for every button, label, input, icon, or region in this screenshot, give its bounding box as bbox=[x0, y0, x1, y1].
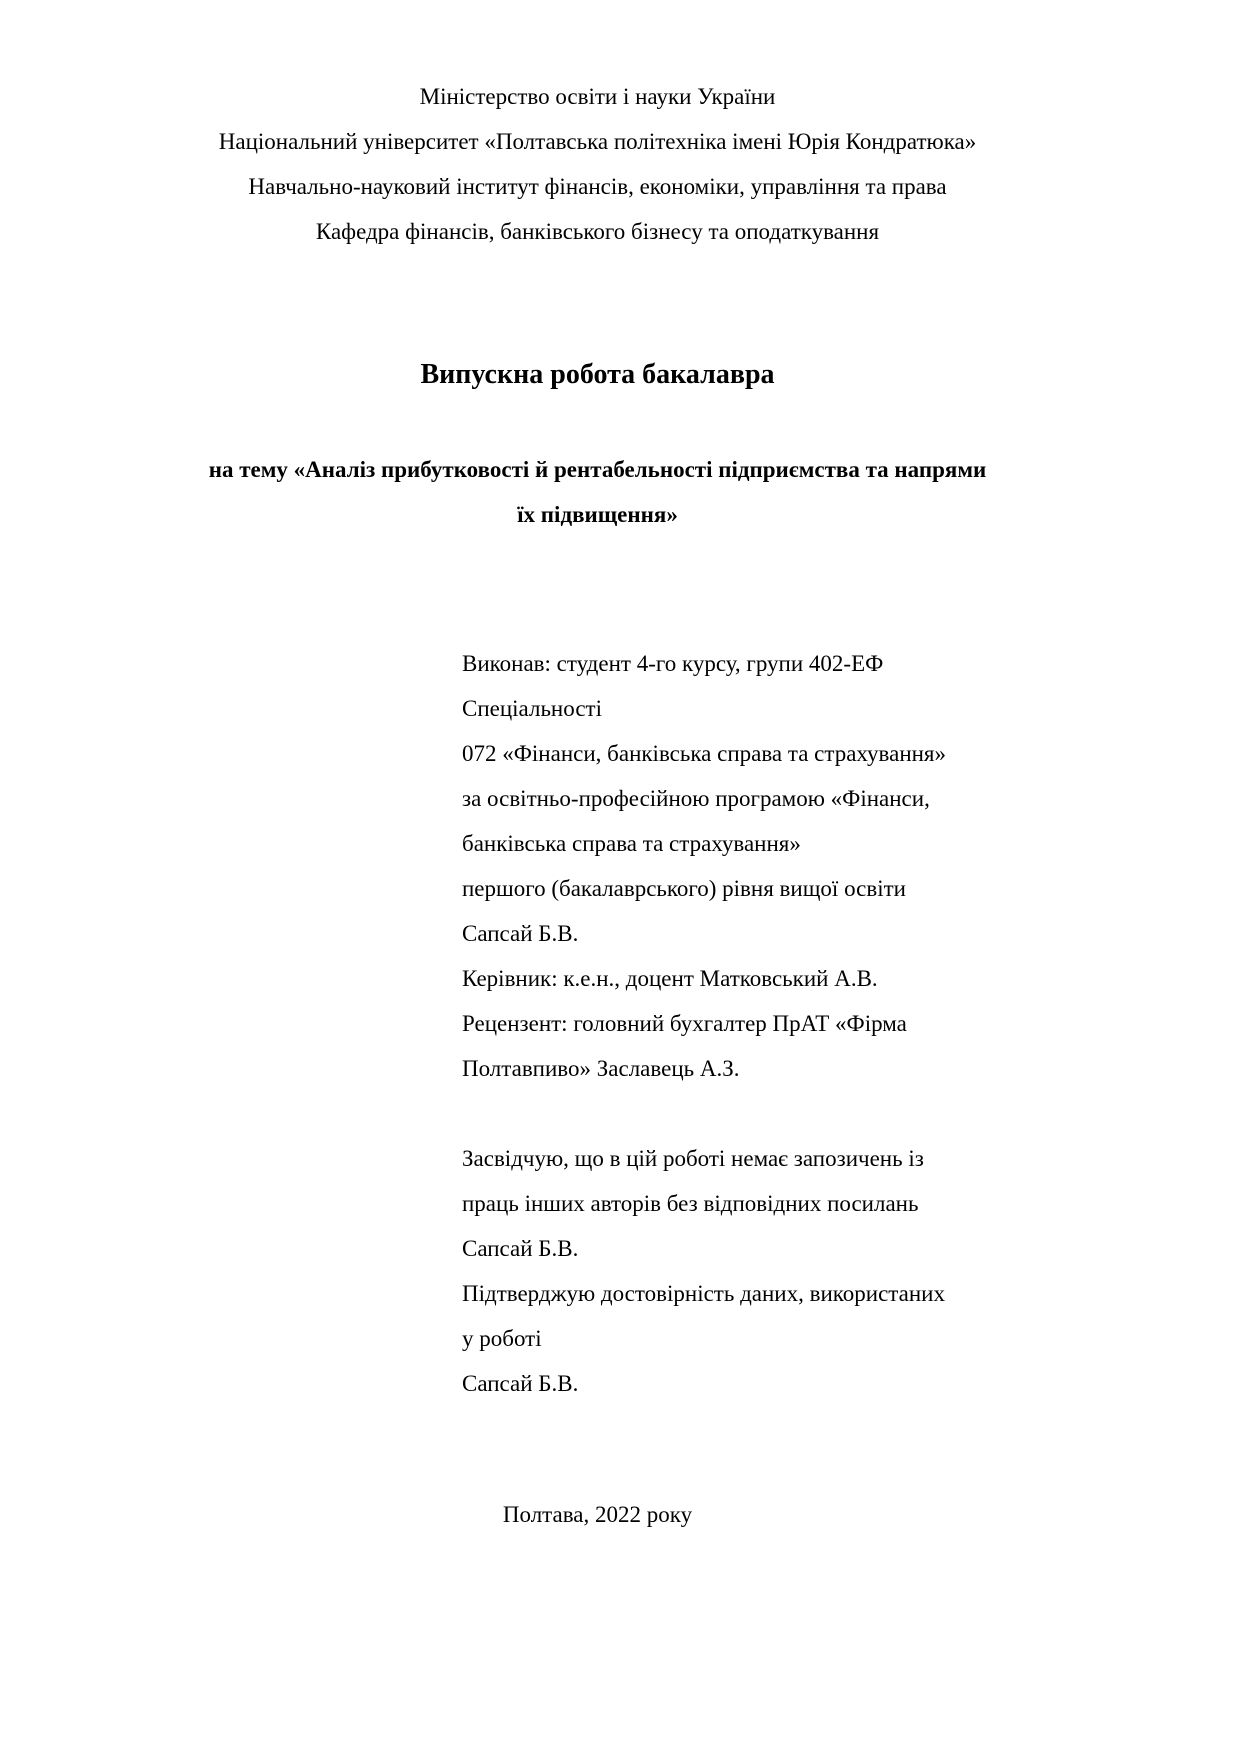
declaration-line-2: праць інших авторів без відповідних посилань bbox=[462, 1191, 919, 1216]
attribution-block bbox=[462, 641, 1090, 1091]
attribution-line-reviewer-1: Рецензент: головний бухгалтер ПрАТ «Фірма bbox=[462, 1011, 907, 1036]
attribution-line-degree-level: першого (бакалаврського) рівня вищої освіти bbox=[462, 876, 906, 901]
attribution-line-reviewer-2: Полтавпиво» Заславець А.З. bbox=[462, 1056, 740, 1081]
declaration-line-4: у роботі bbox=[462, 1326, 542, 1351]
header-line-university: Національний університет «Полтавська політехніка імені Юрія Кондратюка» bbox=[218, 129, 977, 154]
attribution-line-specialty-code: 072 «Фінанси, банківська справа та страхування» bbox=[462, 741, 947, 766]
attribution-line-supervisor: Керівник: к.е.н., доцент Матковський А.В. bbox=[462, 966, 878, 991]
attribution-line-program-1: за освітньо-професійною програмою «Фінанси, bbox=[462, 786, 930, 811]
declaration-signature-2: Сапсай Б.В. bbox=[462, 1371, 579, 1396]
declaration-line-3: Підтверджую достовірність даних, використаних bbox=[462, 1281, 945, 1306]
declaration-line-1: Засвідчую, що в цій роботі немає запозичень із bbox=[462, 1146, 924, 1171]
header-line-department: Кафедра фінансів, банківського бізнесу та оподаткування bbox=[315, 219, 880, 244]
declaration-signature-1: Сапсай Б.В. bbox=[462, 1236, 579, 1261]
document-title: Випускна робота бакалавра bbox=[420, 359, 775, 390]
thesis-topic bbox=[105, 447, 1090, 537]
attribution-line-program-2: банківська справа та страхування» bbox=[462, 831, 801, 856]
attribution-line-specialty-label: Спеціальності bbox=[462, 696, 602, 721]
declaration-block bbox=[462, 1136, 1090, 1406]
footer-city-year: Полтава, 2022 року bbox=[502, 1502, 693, 1527]
header-line-ministry: Міністерство освіти і науки України bbox=[419, 84, 776, 109]
document-header bbox=[105, 74, 1090, 254]
topic-line-1: на тему «Аналіз прибутковості й рентабельності підприємства та напрями bbox=[208, 457, 987, 482]
header-line-institute: Навчально-науковий інститут фінансів, економіки, управління та права bbox=[248, 174, 947, 199]
attribution-line-student-name: Сапсай Б.В. bbox=[462, 921, 579, 946]
attribution-line-author: Виконав: студент 4-го курсу, групи 402-ЕФ bbox=[462, 651, 884, 676]
topic-line-2: їх підвищення» bbox=[517, 502, 678, 527]
